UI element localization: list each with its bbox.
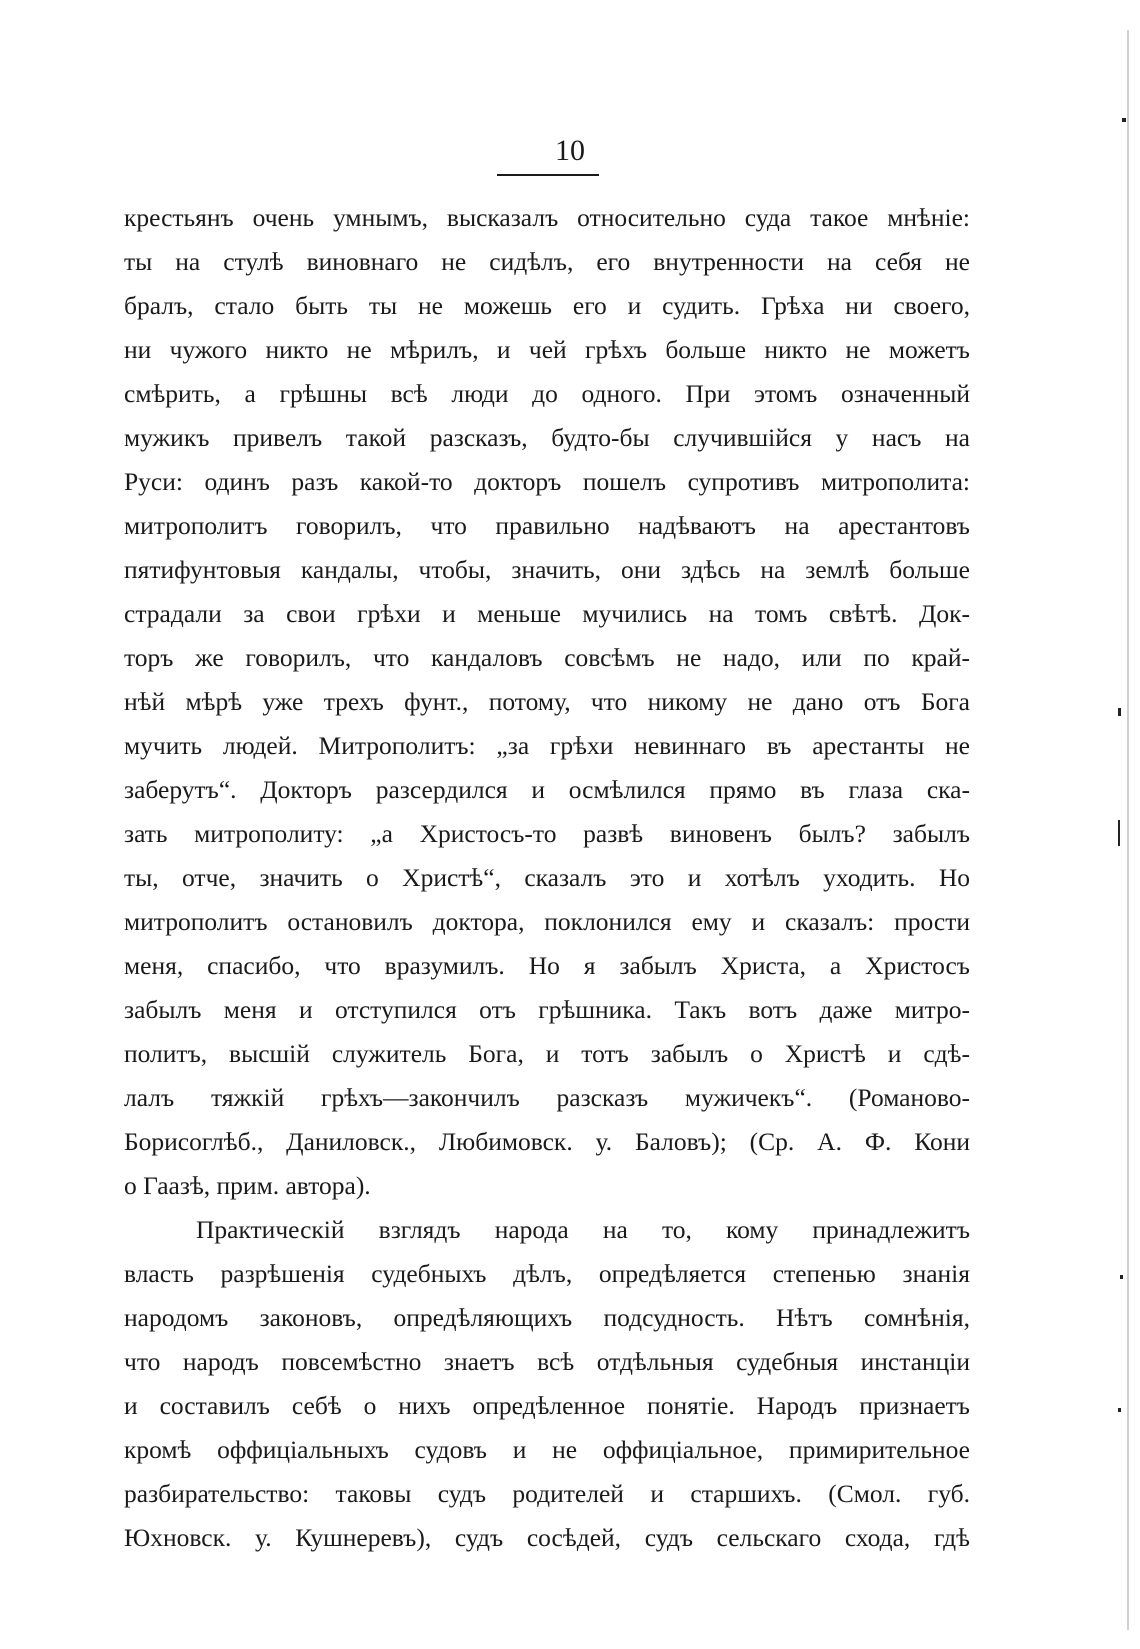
page-number-rule xyxy=(497,174,599,176)
text-line: торъ же говорилъ, что кандаловъ совсѣмъ не надо, или по край- xyxy=(124,643,970,672)
text-line: меня, спасибо, что вразумилъ. Но я забылъ Христа, а Христосъ xyxy=(124,951,970,980)
body-text xyxy=(124,196,970,1560)
text-line: бралъ, стало быть ты не можешь его и судить. Грѣха ни своего, xyxy=(124,291,970,320)
text-line: Руси: одинъ разъ какой-то докторъ пошелъ супротивъ митрополита: xyxy=(124,467,970,496)
text-line: Борисоглѣб., Даниловск., Любимовск. у. Баловъ); (Ср. А. Ф. Кони xyxy=(124,1127,970,1156)
text-line: власть разрѣшенія судебныхъ дѣлъ, опредѣляется степенью знанія xyxy=(124,1259,970,1288)
page-number: 10 xyxy=(555,134,585,167)
text-line: страдали за свои грѣхи и меньше мучились на томъ свѣтѣ. Док- xyxy=(124,599,970,628)
text-line: пятифунтовыя кандалы, чтобы, значить, они здѣсь на землѣ больше xyxy=(124,555,970,584)
scan-speck xyxy=(1120,1275,1123,1279)
text-line: забылъ меня и отступился отъ грѣшника. Такъ вотъ даже митро- xyxy=(124,995,970,1024)
text-line: смѣрить, а грѣшны всѣ люди до одного. При этомъ означенный xyxy=(124,379,970,408)
text-line: ты, отче, значить о Христѣ“, сказалъ это и хотѣлъ уходить. Но xyxy=(124,863,970,892)
text-line: и составилъ себѣ о нихъ опредѣленное понятіе. Народъ признаетъ xyxy=(124,1391,970,1420)
text-line: кромѣ оффиціальныхъ судовъ и не оффиціальное, примирительное xyxy=(124,1435,970,1464)
text-line: народомъ законовъ, опредѣляющихъ подсудность. Нѣтъ сомнѣнія, xyxy=(124,1303,970,1332)
scan-speck xyxy=(1118,820,1120,846)
text-line: зать митрополиту: „а Христосъ-то развѣ виновенъ былъ? забылъ xyxy=(124,819,970,848)
scan-edge-line xyxy=(1127,30,1129,1630)
text-line: политъ, высшій служитель Бога, и тотъ забылъ о Христѣ и сдѣ- xyxy=(124,1039,970,1068)
text-line: митрополитъ говорилъ, что правильно надѣваютъ на арестантовъ xyxy=(124,511,970,540)
scan-speck xyxy=(1118,1408,1121,1412)
text-line: разбирательство: таковы судъ родителей и старшихъ. (Смол. губ. xyxy=(124,1479,970,1508)
text-line: Юхновск. у. Кушнеревъ), судъ сосѣдей, судъ сельскаго схода, гдѣ xyxy=(124,1523,970,1552)
text-line: мучить людей. Митрополитъ: „за грѣхи невиннаго въ арестанты не xyxy=(124,731,970,760)
scan-speck xyxy=(1122,118,1126,122)
paragraph-first-line: Практическій взглядъ народа на то, кому принадлежитъ xyxy=(196,1215,970,1244)
paragraph-last-line: о Гаазѣ, прим. автора). xyxy=(124,1171,371,1200)
text-line: заберутъ“. Докторъ разсердился и осмѣлился прямо въ глаза ска- xyxy=(124,775,970,804)
text-line: что народъ повсемѣстно знаетъ всѣ отдѣльныя судебныя инстанціи xyxy=(124,1347,970,1376)
text-line: ты на стулѣ виновнаго не сидѣлъ, его внутренности на себя не xyxy=(124,247,970,276)
text-line: крестьянъ очень умнымъ, высказалъ относительно суда такое мнѣніе: xyxy=(124,203,970,232)
text-line: мужикъ привелъ такой разсказъ, будто-бы случившійся у насъ на xyxy=(124,423,970,452)
text-line: лалъ тяжкій грѣхъ—закончилъ разсказъ мужичекъ“. (Романово- xyxy=(124,1083,970,1112)
text-line: митрополитъ остановилъ доктора, поклонился ему и сказалъ: прости xyxy=(124,907,970,936)
text-line: ни чужого никто не мѣрилъ, и чей грѣхъ больше никто не можетъ xyxy=(124,335,970,364)
text-line: нѣй мѣрѣ уже трехъ фунт., потому, что никому не дано отъ Бога xyxy=(124,687,970,716)
scan-speck xyxy=(1118,708,1121,716)
